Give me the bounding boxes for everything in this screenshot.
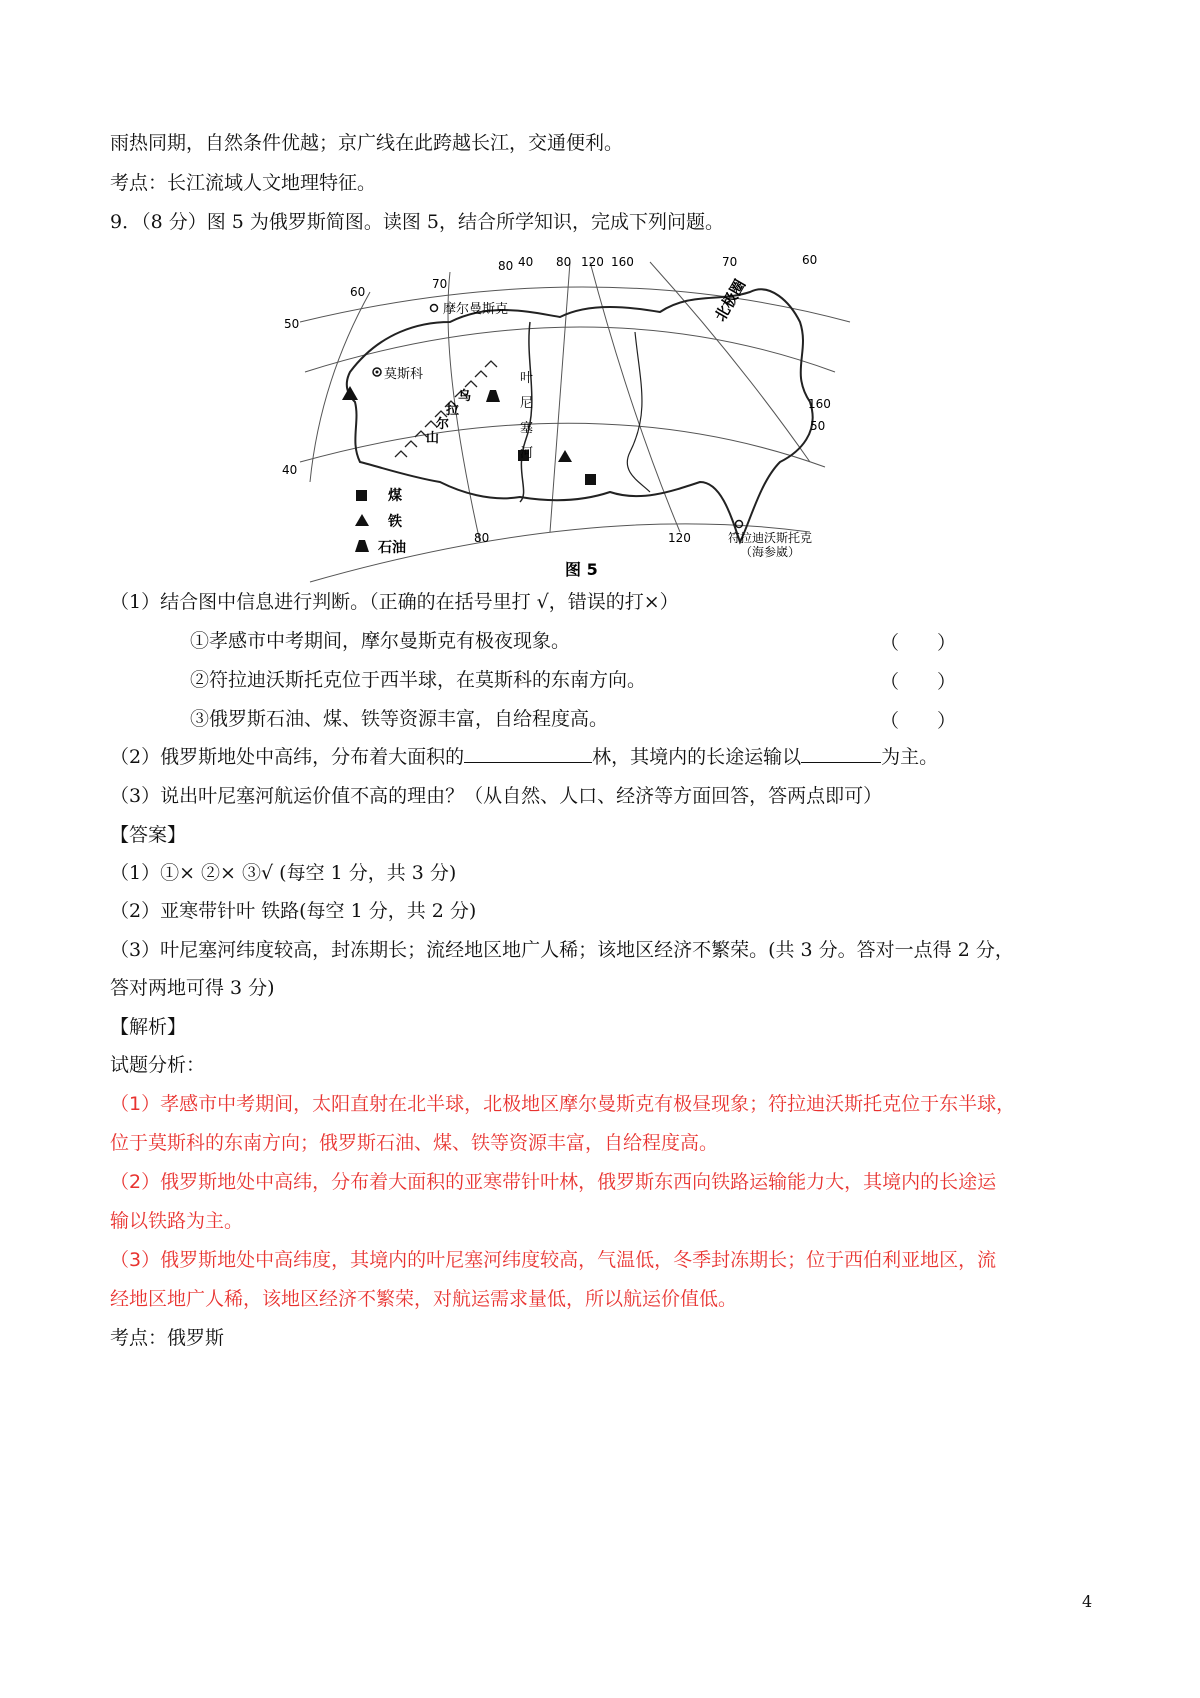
- answer-header: 【答案】: [110, 824, 187, 846]
- question-9-title: 9．（8 分）图 5 为俄罗斯简图。读图 5，结合所学知识，完成下列问题。: [110, 211, 725, 233]
- q3-line: （3）说出叶尼塞河航运价值不高的理由？（从自然、人口、经济等方面回答，答两点即可）: [110, 785, 883, 807]
- answer-1: （1）①× ②× ③√ (每空 1 分，共 3 分): [110, 862, 457, 884]
- q2-part2: 林，其境内的长途运输以: [592, 746, 802, 768]
- analysis-header: 【解析】: [110, 1016, 187, 1038]
- river-line: [627, 332, 650, 492]
- ural-label-char: 乌: [458, 389, 472, 404]
- q1-answer-bracket: （ ）: [880, 710, 957, 732]
- meridian-line: [550, 262, 570, 532]
- coal-symbol: [585, 474, 596, 485]
- analysis-red-line: 位于莫斯科的东南方向；俄罗斯石油、煤、铁等资源丰富，自给程度高。: [110, 1132, 719, 1154]
- q2-part1: （2）俄罗斯地处中高纬，分布着大面积的: [110, 746, 465, 768]
- q2-blank-2: [801, 744, 881, 763]
- degree-label: 80: [474, 531, 490, 545]
- legend-iron-symbol: [355, 514, 369, 526]
- degree-label: 160: [808, 397, 831, 411]
- oil-symbol: [486, 390, 500, 402]
- iron-symbol: [342, 386, 358, 400]
- degree-label: 50: [284, 317, 300, 331]
- vladivostok-marker: [736, 521, 743, 528]
- degree-label: 160: [611, 255, 634, 269]
- figure-caption: 图 5: [565, 560, 598, 579]
- yenisei-label-char: 河: [520, 446, 534, 461]
- answer-3-line-2: 答对两地可得 3 分): [110, 977, 275, 999]
- analysis-red-line: （3）俄罗斯地处中高纬度，其境内的叶尼塞河纬度较高，气温低，冬季封冻期长；位于西伯利亚地区，流: [110, 1249, 997, 1271]
- text-line-1: 雨热同期，自然条件优越；京广线在此跨越长江，交通便利。: [110, 132, 624, 154]
- analysis-red-line: 经地区地广人稀，该地区经济不繁荣，对航运需求量低，所以航运价值低。: [110, 1288, 738, 1310]
- ural-label-char: 山: [426, 431, 440, 446]
- answer-2: （2）亚寒带针叶 铁路(每空 1 分，共 2 分): [110, 900, 477, 922]
- ural-label-char: 尔: [436, 417, 450, 432]
- moscow-label: 莫斯科: [384, 367, 424, 382]
- iron-symbol: [558, 450, 572, 462]
- degree-label: 60: [802, 253, 818, 267]
- vladivostok-label: 符拉迪沃斯托克: [728, 531, 813, 545]
- degree-label: 40: [282, 463, 298, 477]
- russia-map: [282, 253, 910, 612]
- q2-part3: 为主。: [881, 746, 939, 768]
- q2-line: [110, 744, 938, 770]
- degree-label: 70: [722, 255, 738, 269]
- degree-label: 40: [518, 255, 534, 269]
- degree-label: 50: [810, 419, 826, 433]
- legend-coal-label: 煤: [388, 488, 402, 504]
- text-line-2: 考点：长江流域人文地理特征。: [110, 172, 377, 194]
- legend-iron-label: 铁: [388, 514, 402, 530]
- q1-item-2: ②符拉迪沃斯托克位于西半球，在莫斯科的东南方向。: [190, 669, 647, 691]
- degree-label: 80: [498, 259, 514, 273]
- q1-answer-bracket: （ ）: [880, 671, 957, 693]
- ural-label-char: 拉: [446, 403, 460, 418]
- degree-label: 70: [432, 277, 448, 291]
- analysis-red-line: （2）俄罗斯地处中高纬，分布着大面积的亚寒带针叶林，俄罗斯东西向铁路运输能力大，其境内的长途运: [110, 1171, 997, 1193]
- degree-label: 80: [556, 255, 572, 269]
- q1-answer-bracket: （ ）: [880, 632, 957, 654]
- vladivostok-alt-label: （海参崴）: [740, 545, 801, 559]
- degree-label: 60: [350, 285, 366, 299]
- yenisei-label-char: 叶: [520, 371, 534, 386]
- moscow-marker-dot: [376, 371, 379, 374]
- q1-item-1: ①孝感市中考期间，摩尔曼斯克有极夜现象。: [190, 630, 571, 652]
- q1-item-3: ③俄罗斯石油、煤、铁等资源丰富，自给程度高。: [190, 708, 609, 730]
- legend-coal-symbol: [356, 490, 367, 501]
- degree-label: 120: [668, 531, 691, 545]
- latitude-line: [305, 327, 835, 372]
- analysis-red-line: 输以铁路为主。: [110, 1210, 244, 1232]
- keypoint-line: 考点：俄罗斯: [110, 1327, 225, 1349]
- murmansk-label: 摩尔曼斯克: [443, 302, 509, 317]
- answer-3-line-1: （3）叶尼塞河纬度较高，封冻期长；流经地区地广人稀；该地区经济不繁荣。(共 3 分。答对一点得 2 分，: [110, 939, 1014, 961]
- yenisei-label-char: 尼: [520, 396, 534, 411]
- arctic-circle-label: 北极圈: [711, 276, 750, 325]
- degree-label: 120: [581, 255, 604, 269]
- meridian-line: [310, 292, 370, 482]
- legend-oil-label: 石油: [378, 540, 406, 556]
- analysis-red-line: （1）孝感市中考期间，太阳直射在北半球，北极地区摩尔曼斯克有极昼现象；符拉迪沃斯托克位于东半球，: [110, 1093, 1016, 1115]
- analysis-sub: 试题分析：: [110, 1054, 206, 1076]
- legend-oil-symbol: [355, 540, 369, 552]
- yenisei-label-char: 塞: [520, 421, 534, 436]
- yenisei-river: [520, 322, 532, 502]
- page-number: 4: [1082, 1592, 1093, 1611]
- q1-intro: （1）结合图中信息进行判断。（正确的在括号里打 √，错误的打×）: [110, 591, 679, 613]
- q2-blank-1: [464, 744, 592, 763]
- murmansk-marker: [431, 305, 438, 312]
- russia-map-figure: [282, 253, 910, 612]
- latitude-line: [300, 287, 850, 322]
